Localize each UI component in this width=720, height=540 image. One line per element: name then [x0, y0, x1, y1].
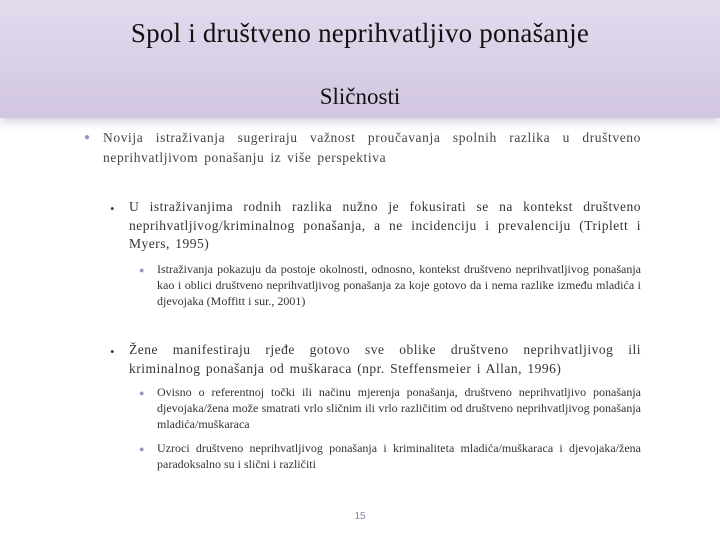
bullet-icon: ● — [139, 265, 145, 275]
bullet-text-level3: Ovisno o referentnoj točki ili načinu mjerenja ponašanja, društveno neprihvatljivo ponašanja djevojaka/žena može smatrati vrlo sličnim ili vrlo različitim od društveno neprihvatljivog ponašanja mladića/muškaraca — [157, 385, 641, 431]
bullet-text-level3: Uzroci društveno neprihvatljivog ponašanja i kriminaliteta mladića/muškaraca i djevojaka/žena paradoksalno su i slični i različiti — [157, 441, 641, 471]
bullet-icon: • — [110, 344, 115, 359]
slide-title: Spol i društveno neprihvatljivo ponašanje — [130, 18, 590, 48]
page-number: 15 — [354, 511, 366, 522]
bullet-icon: ● — [139, 444, 145, 454]
bullet-text-level2: U istraživanjima rodnih razlika nužno je fokusirati se na kontekst društveno neprihvatljivog/kriminalnog ponašanja, a ne incidenciju i prevalenciju (Triplett i Myers, 1995) — [129, 199, 641, 251]
bullet-icon: ● — [84, 132, 91, 143]
slide-subtitle: Sličnosti — [319, 84, 401, 109]
bullet-text-level1: Novija istraživanja sugeriraju važnost proučavanja spolnih razlika u društveno neprihvatljivom ponašanju iz više perspektiva — [103, 130, 641, 165]
bullet-icon: • — [110, 201, 115, 216]
bullet-icon: ● — [139, 388, 145, 398]
bullet-text-level3: Istraživanja pokazuju da postoje okolnosti, odnosno, kontekst društveno neprihvatljivog ponašanja kao i oblici društveno neprihvatljivog ponašanja za koje gotovo da i nema razlike između mladića i djevojaka (Moffitt i sur., 2001) — [157, 262, 641, 308]
bullet-text-level2: Žene manifestiraju rjeđe gotovo sve oblike društveno neprihvatljivog ili kriminalnog ponašanja od muškaraca (npr. Steffensmeier i Allan, 1996) — [129, 342, 641, 376]
